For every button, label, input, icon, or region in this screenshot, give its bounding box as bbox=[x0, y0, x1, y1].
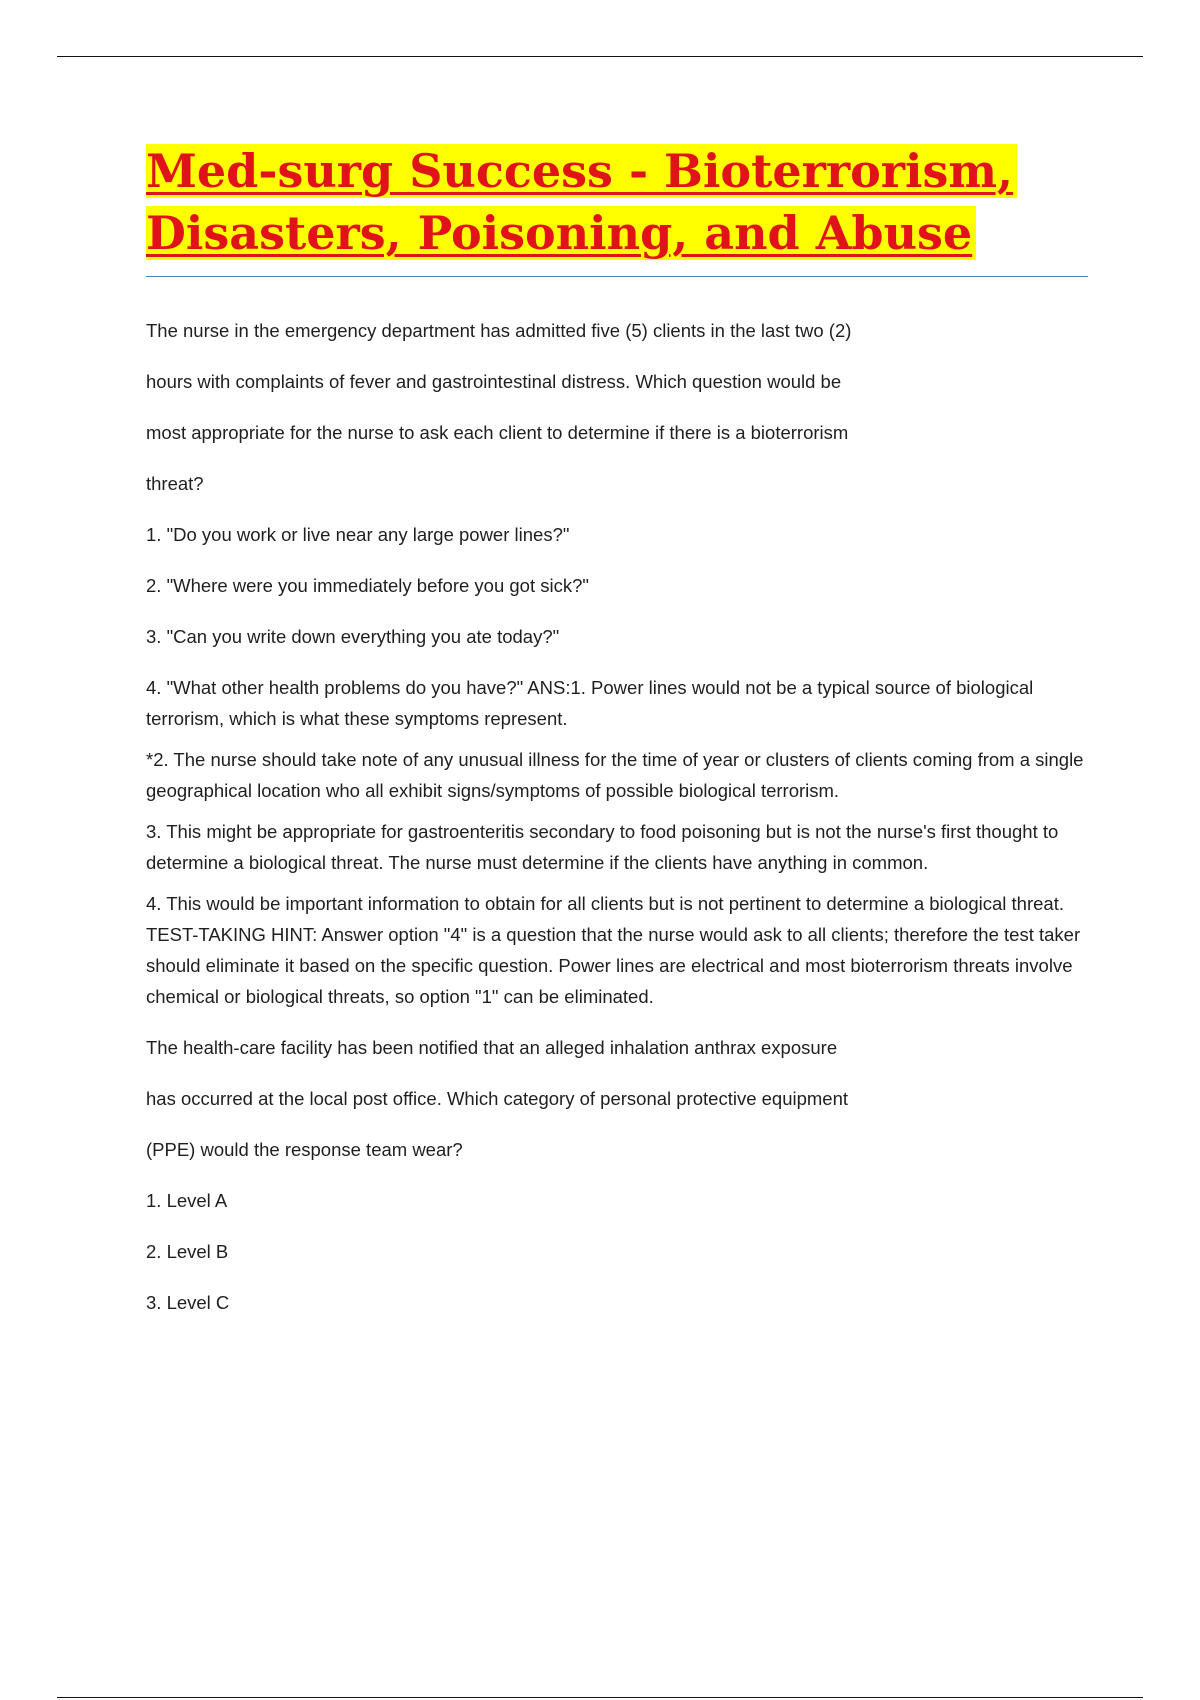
question-1-stem-line: most appropriate for the nurse to ask each client to determine if there is a bioterrorism bbox=[146, 422, 849, 443]
question-1-rationale-4: 4. This would be important information to obtain for all clients but is not pertinent to determine a biological threat. TEST-TAKING HINT: Answer option "4" is a question that the nurse would ask to all clients; therefore the test taker should eliminate it based on the specific question. Power lines are electrical and most bioterrorism threats involve chemical or biological threats, so option "1" can be eliminated. bbox=[146, 893, 1081, 1007]
question-1-rationale-2: *2. The nurse should take note of any unusual illness for the time of year or clusters of clients coming from a single geographical location who all exhibit signs/symptoms of possible biological terrorism. bbox=[146, 749, 1084, 801]
document-page bbox=[146, 140, 1086, 1328]
question-1-stem-line: threat? bbox=[146, 473, 204, 494]
title-divider bbox=[146, 276, 1088, 277]
question-2-option-3: 3. Level C bbox=[146, 1292, 230, 1313]
document-body bbox=[146, 305, 1086, 1328]
page-bottom-rule bbox=[57, 1697, 1143, 1698]
question-2-stem-line: (PPE) would the response team wear? bbox=[146, 1139, 463, 1160]
question-2-option-2: 2. Level B bbox=[146, 1241, 229, 1262]
question-1-rationale-3: 3. This might be appropriate for gastroenteritis secondary to food poisoning but is not the nurse's first thought to determine a biological threat. The nurse must determine if the clients have anything in common. bbox=[146, 821, 1059, 873]
question-2-stem-line: The health-care facility has been notified that an alleged inhalation anthrax exposure bbox=[146, 1037, 838, 1058]
question-1-option-3: 3. "Can you write down everything you ate today?" bbox=[146, 626, 560, 647]
document-title bbox=[146, 140, 1086, 264]
document-title-line-1: Med-surg Success - Bioterrorism, bbox=[146, 144, 1017, 198]
page-top-rule bbox=[57, 56, 1143, 57]
question-1-option-1: 1. "Do you work or live near any large power lines?" bbox=[146, 524, 570, 545]
question-2-stem-line: has occurred at the local post office. Which category of personal protective equipment bbox=[146, 1088, 849, 1109]
question-1-stem-line: hours with complaints of fever and gastrointestinal distress. Which question would be bbox=[146, 371, 842, 392]
question-1-option-4-answer: 4. "What other health problems do you have?" ANS:1. Power lines would not be a typical source of biological terrorism, which is what these symptoms represent. bbox=[146, 677, 1034, 729]
document-title-line-2: Disasters, Poisoning, and Abuse bbox=[146, 206, 976, 260]
question-1-stem-line: The nurse in the emergency department has admitted five (5) clients in the last two (2) bbox=[146, 320, 852, 341]
question-2-option-1: 1. Level A bbox=[146, 1190, 228, 1211]
question-1-option-2: 2. "Where were you immediately before you got sick?" bbox=[146, 575, 589, 596]
